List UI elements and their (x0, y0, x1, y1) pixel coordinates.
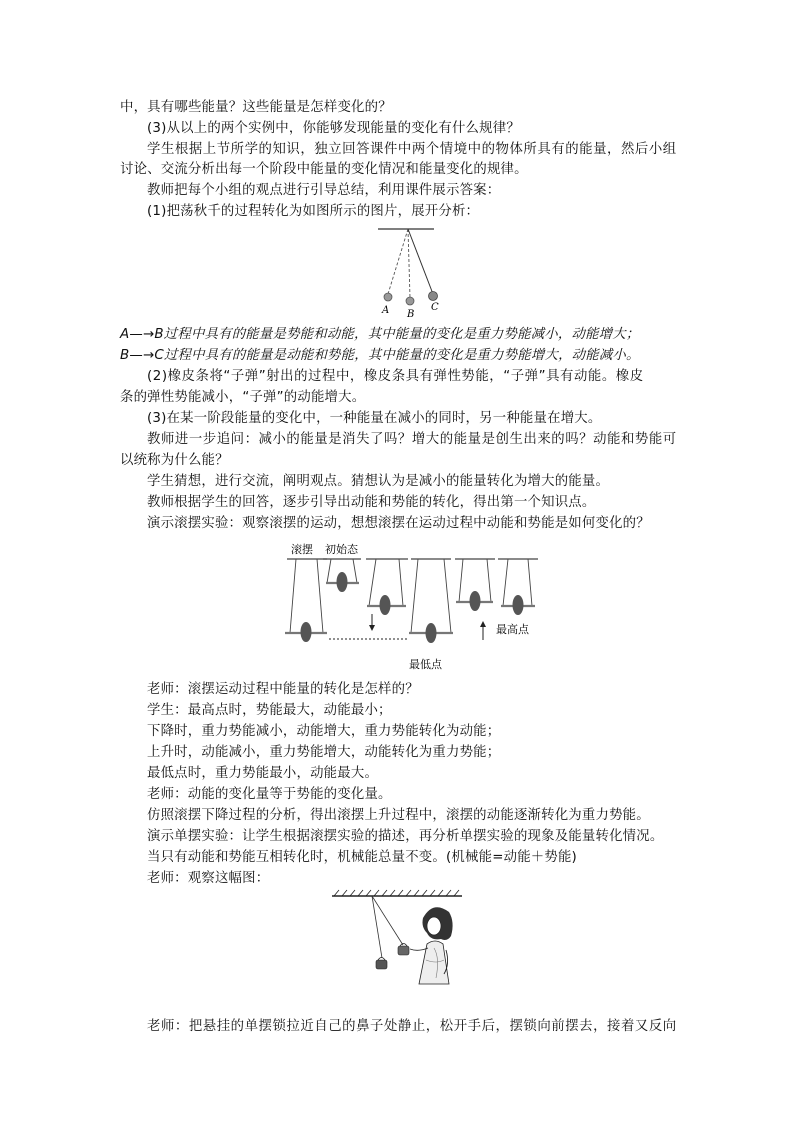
paragraph: (3)在某一阶段能量的变化中，一种能量在减小的同时，另一种能量在增大。 (147, 411, 602, 426)
wheel-state-6 (498, 559, 538, 615)
string-b (408, 229, 410, 298)
bob-b (406, 297, 414, 305)
paragraph: 演示单摆实验：让学生根据滚摆实验的描述，再分析单摆实验的现象及能量转化情况。 (147, 829, 664, 844)
bob-c (429, 292, 438, 301)
paragraph: 教师把每个小组的观点进行引导总结，利用课件展示答案： (147, 183, 501, 198)
maxwell-wheel-figure (283, 540, 543, 672)
paragraph: 学生：最高点时，势能最大，动能最小； (147, 703, 392, 718)
label-b: B (407, 309, 415, 318)
paragraph: 以统称为什么能？ (120, 453, 229, 468)
paragraph: A—→B过程中具有的能量是势能和动能，其中能量的变化是重力势能减小，动能增大； (120, 327, 640, 342)
pendulum-girl-figure (330, 888, 465, 990)
pendulum-string-near (372, 896, 403, 945)
paragraph: (1)把荡秋千的过程转化为如图所示的图片，展开分析： (147, 204, 480, 219)
wheel-state-2 (323, 559, 361, 592)
wheel-state-5 (455, 559, 495, 640)
paragraph: 中，具有哪些能量？这些能量是怎样变化的？ (120, 100, 392, 115)
paragraph: 教师进一步追问：减小的能量是消失了吗？增大的能量是创生出来的吗？动能和势能可 (147, 432, 677, 447)
paragraph: 仿照滚摆下降过程的分析，得出滚摆上升过程中，滚摆的动能逐渐转化为重力势能。 (147, 808, 650, 823)
bob-a (384, 293, 392, 301)
paragraph: 老师：动能的变化量等于势能的变化量。 (147, 787, 392, 802)
pendulum-string-far (372, 896, 382, 958)
paragraph: 上升时，动能减小，重力势能增大，动能转化为重力势能； (147, 745, 501, 760)
paragraph: 下降时，重力势能减小，动能增大，重力势能转化为动能； (147, 724, 501, 739)
pendulum-lock-near (398, 944, 409, 956)
initial-state-label: 初始态 (325, 543, 358, 556)
string-a (388, 229, 408, 294)
paragraph: 学生根据上节所学的知识，独立回答课件中两个情境中的物体所具有的能量，然后小组 (147, 142, 677, 157)
girl-illustration (410, 907, 453, 984)
figure-title: 滚摆 (291, 543, 313, 556)
paragraph: B—→C过程中具有的能量是动能和势能，其中能量的变化是重力势能增大，动能减小。 (120, 348, 640, 363)
label-a: A (382, 305, 390, 316)
paragraph: 教师根据学生的回答，逐步引导出动能和势能的转化，得出第一个知识点。 (147, 495, 596, 510)
paragraph: 老师：滚摆运动过程中能量的转化是怎样的？ (147, 682, 419, 697)
paragraph: 当只有动能和势能互相转化时，机械能总量不变。(机械能=动能＋势能) (147, 850, 577, 865)
wheel-state-1 (285, 559, 327, 642)
ceiling-hatch (332, 890, 462, 896)
wheel-state-3 (366, 559, 408, 631)
string-c (408, 229, 433, 294)
paragraph: 条的弹性势能减小，“子弹”的动能增大。 (120, 390, 366, 405)
paragraph: 学生猜想，进行交流，阐明观点。猜想认为是减小的能量转化为增大的能量。 (147, 474, 610, 489)
highest-point-label: 最高点 (496, 623, 529, 636)
label-c: C (431, 302, 439, 313)
wheel-state-4 (409, 559, 453, 643)
swing-pendulum-figure (370, 224, 450, 318)
pendulum-lock-far (376, 958, 387, 970)
paragraph: 最低点时，重力势能最小，动能最大。 (147, 766, 379, 781)
lowest-point-label: 最低点 (409, 658, 442, 671)
paragraph: 演示滚摆实验：观察滚摆的运动，想想滚摆在运动过程中动能和势能是如何变化的？ (147, 516, 650, 531)
paragraph: (2)橡皮条将“子弹”射出的过程中，橡皮条具有弹性势能，“子弹”具有动能。橡皮 (147, 369, 644, 384)
paragraph: 讨论、交流分析出每一个阶段中能量的变化情况和能量变化的规律。 (120, 162, 528, 177)
paragraph: 老师：观察这幅图： (147, 871, 270, 886)
paragraph: 老师：把悬挂的单摆锁拉近自己的鼻子处静止，松开手后，摆锁向前摆去，接着又反向 (147, 1019, 677, 1034)
paragraph: (3)从以上的两个实例中，你能够发现能量的变化有什么规律？ (147, 121, 520, 136)
